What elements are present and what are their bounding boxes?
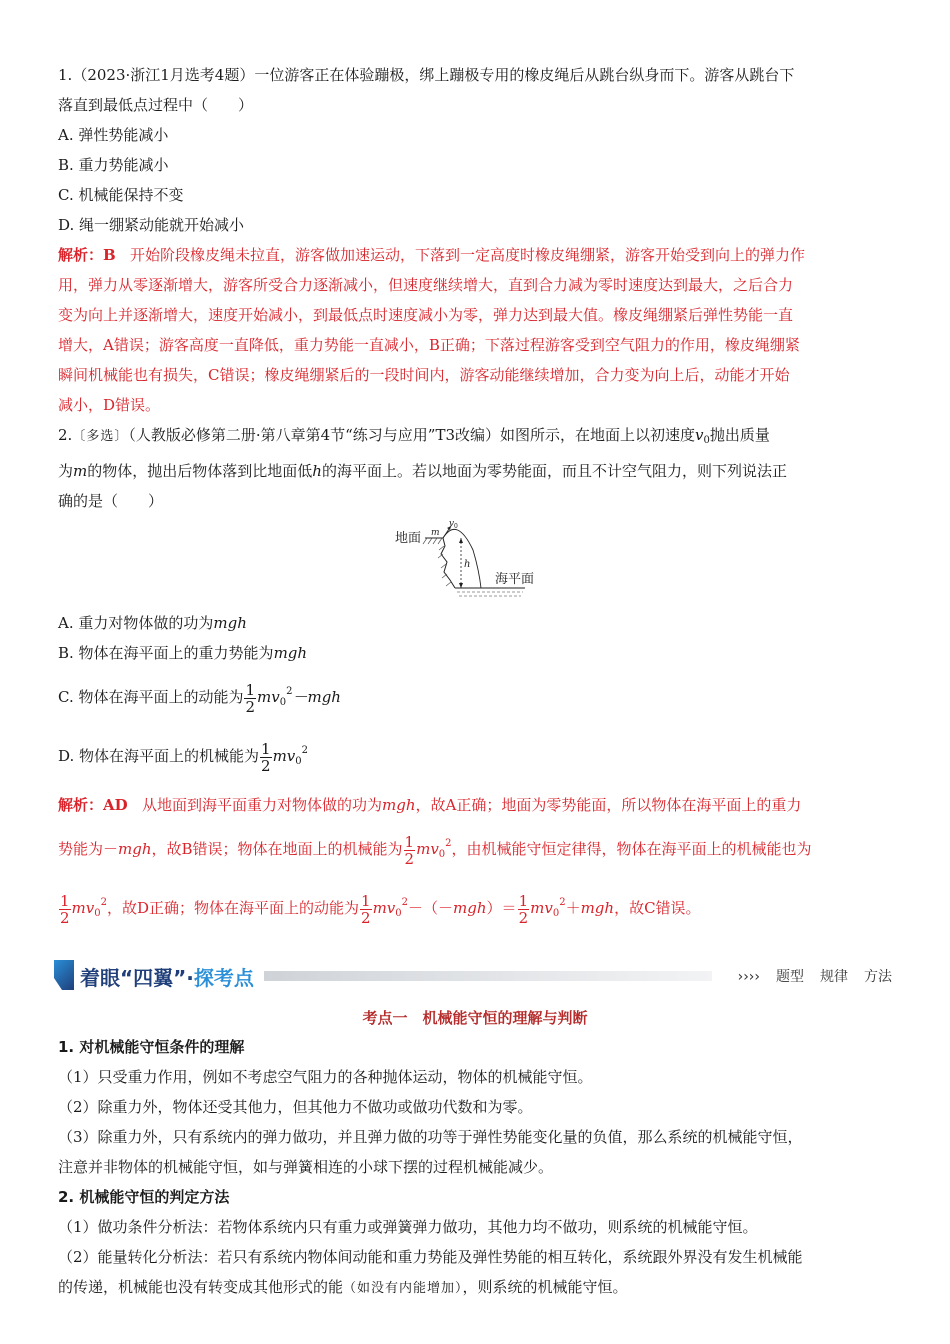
heading-conditions: 1. 对机械能守恒条件的理解 xyxy=(58,1038,245,1056)
banner-tags: ›››› 题型 规律 方法 xyxy=(737,969,892,985)
q2-option-b: B. 物体在海平面上的重力势能为mgh xyxy=(58,644,308,662)
svg-text:0: 0 xyxy=(454,523,458,530)
projectile-figure xyxy=(58,520,892,602)
q1-stem: 1.（2023·浙江1月选考4题）一位游客正在体验蹦极，绑上蹦极专用的橡皮绳后从跳台纵身而下。游客从跳台下 xyxy=(58,66,795,84)
q2-answer: AD xyxy=(103,796,128,814)
v0-label: v xyxy=(449,520,455,529)
chevrons-icon: ›››› xyxy=(737,969,760,985)
banner-title: 着眼“四翼”·探考点 xyxy=(80,965,254,990)
banner-divider xyxy=(264,971,712,981)
height-label: h xyxy=(464,559,471,570)
sea-level-label: 海平面 xyxy=(495,572,535,587)
heading-methods: 2. 机械能守恒的判定方法 xyxy=(58,1188,230,1206)
q1-answer: B xyxy=(103,246,116,264)
q1-source: （2023·浙江1月选考4题） xyxy=(72,66,255,84)
q1-number: 1. xyxy=(58,66,73,84)
mass-label: m xyxy=(431,528,440,538)
q2-option-d: D. 物体在海平面上的机械能为 $\frac{1}{2}$ $mv_0^2$ xyxy=(58,739,309,775)
q2-option-c: C. 物体在海平面上的动能为 $\frac{1}{2}$ $mv_0^2-mgh$ xyxy=(58,680,341,716)
q1-analysis: 解析：B 开始阶段橡皮绳未拉直，游客做加速运动，下落到一定高度时橡皮绳绷紧，游客开始受到向上的弹力作 用，弹力从零逐渐增大，游客所受合力逐渐减小，但速度继续增大，直到合力减为零时速度达到最大，之后合力 变为向上并逐渐增大，速度开始减小，到最低点时速度减小为零，弹力达到最大值。橡皮绳绷紧后弹性势能一直 增大，A错误；游客高度一直降低，重力势能一直减小，B正确；下落过程游客受到空气阻力的作用，橡皮绳绷紧 瞬间机械能也有损失，C错误；橡皮绳绷紧后的一段时间内，游客动能继续增加，合力变为向上后，动能才开始 减小，D错误。 xyxy=(58,246,806,414)
q2-analysis: 解析：AD 从地面到海平面重力对物体做的功为mgh，故A正确；地面为零势能面，所以物体在海平面上的重力 势能为－mgh，故B错误；物体在地面上的机械能为 $\frac{1}{2}$ $mv_0^2$，由机械能守恒定律得，物体在海平面上的机械能也为 $\frac{1}{2}$ $mv_0^2$，故D正确；物体在海平面上的动能为 $\frac{1}{2}$ $mv_0^2-(-mgh)=$ $\frac{1}{2}$ $mv_0^2+mgh$，故C错误。 xyxy=(58,796,812,927)
multi-select-tag: 〔多选〕 xyxy=(72,429,129,444)
q1-option-c: C. 机械能保持不变 xyxy=(58,186,184,204)
q1-option-a: A. 弹性势能减小 xyxy=(58,126,169,144)
q1-option-d: D. 绳一绷紧动能就开始减小 xyxy=(58,216,245,234)
section-banner xyxy=(54,956,892,996)
q2-stem: 2.〔多选〕（人教版必修第二册·第八章第4节“练习与应用”T3改编）如图所示，在地面上以初速度$v_0$抛出质量 xyxy=(58,426,770,446)
section-title: 考点一 机械能守恒的理解与判断 xyxy=(362,1009,588,1027)
q1-option-b: B. 重力势能减小 xyxy=(58,156,169,174)
q2-option-a: A. 重力对物体做的功为mgh xyxy=(58,614,247,632)
ground-label: 地面 xyxy=(395,531,422,546)
cliff-sea-diagram xyxy=(395,520,555,602)
document-page: 1.（2023·浙江1月选考4题）一位游客正在体验蹦极，绑上蹦极专用的橡皮绳后从跳台纵身而下。游客从跳台下 落直到最低点过程中（ ） A. 弹性势能减小 B. 重力势能减小 C. 机械能保持不变 D. 绳一绷紧动能就开始减小 解析：B 开始阶段橡皮绳未拉直，游客做加速运动，下落到一定高度时橡皮绳绷紧，游客开始受到向上的弹力作 用，弹力从零逐渐增大，游客所受合力逐渐减小，但速度继续增大，直到合力减为零时速度达到最大，之后合力 变为向上并逐渐增大，速度开始减小，到最低点时速度减小为零，弹力达到最大值。橡皮绳绷紧后弹性势能一直 增大，A错误；游客高度一直降低，重力势能一直减小，B正确；下落过程游客受到空气阻力的作用，橡皮绳绷紧 瞬间机械能也有损失，C错误；橡皮绳绷紧后的一段时间内，游客动能继续增加，合力变为向上后，动能才开始 减小，D错误。 2.〔多选〕（人教版必修第二册·第八章第4节“练习与应用”T3改编）如图所示，在地面上以初速度$v_0$抛出质量 为m的物体，抛出后物体落到比地面低h的海平面上。若以地面为零势能面，而且不计空气阻力，则下列说法正 确的是（ ） 地面 海平面 v 0 m h A. 重力对物体做的功为mgh B. 物体在海平面上的重力势能为mgh C. 物体在海平面上的动能为 $\frac{1}{2}$ $mv_0^2-mgh$ D. 物体在海平面上的机械能为 $\frac{1}{2}$ $mv_0^2$ 解析：AD 从地面到海平面重力对物体做的功为mgh，故A正确；地面为零势能面，所以物体在海平面上的重力 势能为－mgh，故B错误；物体在地面上的机械能为 $\frac{1}{2}$ $mv_0^2$，由机械能守恒定律得，物体在海平面上的机械能也为 $\frac{1}{2}$ $mv_0^2$，故D正确；物体在海平面上的动能为 $\frac{1}{2}$ $mv_0^2-(-mgh)=$ $\frac{1}{2}$ $mv_0^2+mgh$，故C错误。 着眼“四翼”·探考点 ›››› 题型 规律 方法 考点一 机械能守恒的理解与判断 1. 对机械能守恒条件的理解 （1）只受重力作用，例如不考虑空气阻力的各种抛体运动，物体的机械能守恒。 （2）除重力外，物体还受其他力，但其他力不做功或做功代数和为零。 （3）除重力外，只有系统内的弹力做功，并且弹力做的功等于弹性势能变化量的负值，那么系统的机械能守恒， 注意并非物体的机械能守恒，如与弹簧相连的小球下摆的过程机械能减少。 2. 机械能守恒的判定方法 （1）做功条件分析法：若物体系统内只有重力或弹簧弹力做功，其他力均不做功，则系统的机械能守恒。 （2）能量转化分析法：若只有系统内物体间动能和重力势能及弹性势能的相互转化，系统跟外界没有发生机械能 的传递，机械能也没有转变成其他形式的能（如没有内能增加），则系统的机械能守恒。 xyxy=(58,60,892,1304)
q1-stem-line2: 落直到最低点过程中（ ） xyxy=(58,96,254,114)
